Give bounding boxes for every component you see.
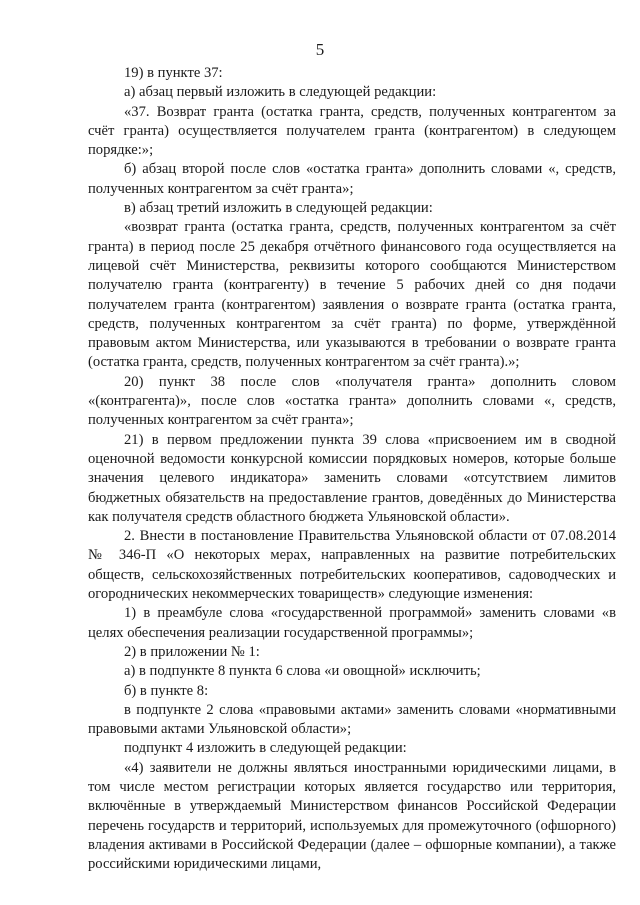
paragraph-item-2: 2. Внести в постановление Правительства Ульяновской области от 07.08.2014 № 346-П «О некоторых мерах, направленных на развитие потребительских обществ, сельскохозяйственных потребительских кооперативов, садоводческих и огороднических некоммерческих товариществ» следующие изменения: — [88, 528, 616, 603]
paragraph-subitem-4-intro: подпункт 4 изложить в следующей редакции: — [124, 740, 407, 757]
paragraph-21: 21) в первом предложении пункта 39 слова «присвоением им в сводной оценочной ведомости конкурсной комиссии порядковых номеров, которые больше значения целевого индикатора» заменить словами «отсутствием лимитов бюджетных обязательств на предоставление грантов, доведённых до Министерства как получателя средств областного бюджета Ульяновской области». — [88, 431, 616, 525]
paragraph-20: 20) пункт 38 после слов «получателя гранта» дополнить словом «(контрагента)», после слов «остатка гранта» дополнить словами «, средств, полученных контрагентом за счёт гранта»; — [88, 373, 616, 429]
paragraph-subitem-2: в подпункте 2 слова «правовыми актами» заменить словами «нормативными правовыми актами Ульяновской области»; — [88, 701, 616, 738]
paragraph-19v: в) абзац третий изложить в следующей редакции: — [124, 200, 433, 217]
paragraph-preamble: 1) в преамбуле слова «государственной программой» заменить словами «в целях обеспечения реализации государственной программы»; — [88, 605, 616, 641]
paragraph-appendix-1: 2) в приложении № 1: — [124, 643, 260, 660]
paragraph-return-text: «возврат гранта (остатка гранта, средств, полученных контрагентом за счёт гранта) в период после 25 декабря отчётного финансового года осуществляется на лицевой счёт Министерства, реквизиты которого сообщаются Министерством получателю гранта (контрагенту) в течение 5 рабочих дней со дня подачи получателем гранта (контрагентом) заявления о возврате гранта (остатка гранта, средств, полученных контрагентом за счёт гранта) по форме, утверждённой правовым актом Министерства, или указываются в требовании о возврате гранта (остатка гранта, средств, полученных контрагентом за счёт гранта).»; — [88, 219, 616, 371]
paragraph-item-8: б) в пункте 8: — [124, 682, 209, 699]
paragraph-37-text: «37. Возврат гранта (остатка гранта, средств, полученных контрагентом за счёт гранта) осуществляется получателем гранта (контрагентом) в следующем порядке:»; — [88, 103, 616, 159]
paragraph-subitem-8: а) в подпункте 8 пункта 6 слова «и овощной» исключить; — [124, 663, 481, 680]
document-body — [88, 64, 616, 874]
page-number: 5 — [315, 40, 325, 59]
paragraph-19: 19) в пункте 37: — [124, 65, 223, 81]
paragraph-subitem-4-text: «4) заявители не должны являться иностранными юридическими лицами, в том числе местом регистрации которых является государство или территория, включённые в утверждаемый Министерством финансов Российской Федерации перечень государств и территорий, используемых для промежуточного (офшорного) владения активами в Российской Федерации (далее – офшорные компании), а также российскими юридическими лицами, — [88, 759, 616, 873]
paragraph-19a: а) абзац первый изложить в следующей редакции: — [124, 84, 437, 101]
paragraph-19b: б) абзац второй после слов «остатка гранта» дополнить словами «, средств, полученных контрагентом за счёт гранта»; — [88, 161, 616, 197]
